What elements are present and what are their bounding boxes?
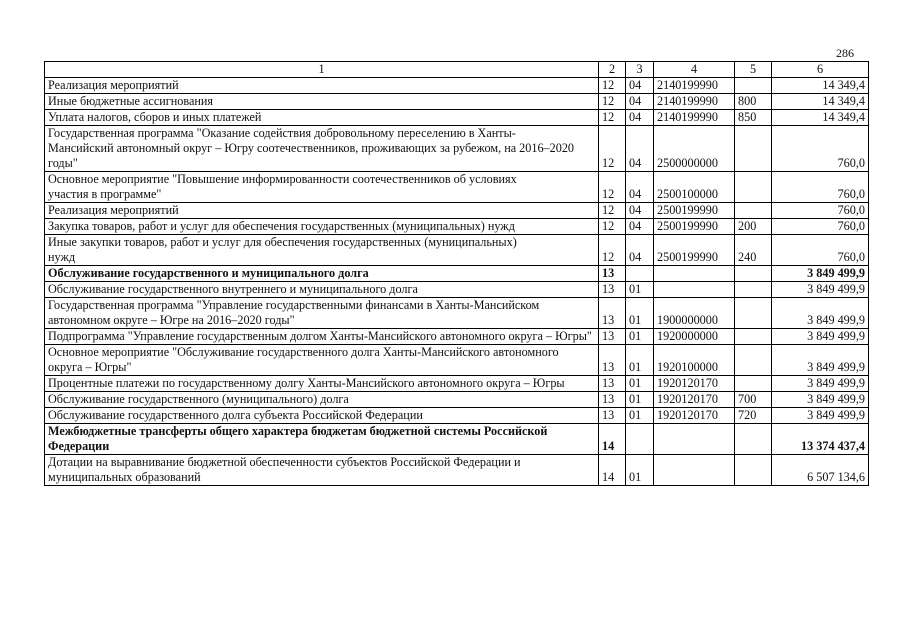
row-section-cell: 12: [599, 110, 626, 126]
row-name-text: Государственная программа "Управление государственными финансами в Ханты-Мансийском автономном округе – Югре на 2016–2020 годы": [48, 298, 540, 327]
row-subsection-cell: 01: [626, 376, 654, 392]
row-name-cell: [45, 126, 599, 172]
row-name-text: Реализация мероприятий: [48, 78, 179, 92]
row-name-text: Иные бюджетные ассигнования: [48, 94, 214, 108]
row-name-text: Дотации на выравнивание бюджетной обеспеченности субъектов Российской Федерации и муниципальных образований: [48, 455, 521, 484]
row-expense-type-cell: 700: [735, 392, 772, 408]
table-header-row: [45, 62, 869, 78]
row-target-article-cell: [654, 266, 735, 282]
row-subsection-cell: 04: [626, 203, 654, 219]
row-name-text: Основное мероприятие "Повышение информированности соотечественников об условиях участия в программе": [48, 172, 517, 201]
table-row: [45, 282, 869, 298]
row-section-cell: 12: [599, 235, 626, 266]
row-section-cell: 12: [599, 219, 626, 235]
row-target-article-cell: 1920120170: [654, 376, 735, 392]
table-row: [45, 329, 869, 345]
row-target-article-cell: 1920120170: [654, 408, 735, 424]
row-expense-type-cell: [735, 78, 772, 94]
table-row: [45, 455, 869, 486]
row-name-cell: [45, 203, 599, 219]
column-header-amount: 6: [772, 62, 869, 78]
row-subsection-cell: 04: [626, 94, 654, 110]
row-target-article-cell: 2140199990: [654, 110, 735, 126]
table-row: [45, 345, 869, 376]
row-expense-type-cell: [735, 376, 772, 392]
row-subsection-cell: 01: [626, 298, 654, 329]
row-expense-type-cell: [735, 172, 772, 203]
row-amount-cell: 3 849 499,9: [772, 298, 869, 329]
row-amount-cell: 760,0: [772, 219, 869, 235]
row-section-cell: 12: [599, 94, 626, 110]
row-expense-type-cell: [735, 126, 772, 172]
row-name-text: Основное мероприятие "Обслуживание государственного долга Ханты-Мансийского автономного округа – Югры": [48, 345, 559, 374]
row-amount-cell: 3 849 499,9: [772, 408, 869, 424]
row-target-article-cell: 1920100000: [654, 345, 735, 376]
row-target-article-cell: 2140199990: [654, 94, 735, 110]
row-section-cell: 12: [599, 78, 626, 94]
row-subsection-cell: 04: [626, 235, 654, 266]
row-expense-type-cell: 850: [735, 110, 772, 126]
table-row: [45, 408, 869, 424]
row-name-text: Обслуживание государственного и муниципального долга: [48, 266, 369, 280]
table-row: [45, 376, 869, 392]
column-header-subsection: 3: [626, 62, 654, 78]
row-expense-type-cell: 200: [735, 219, 772, 235]
row-target-article-cell: [654, 424, 735, 455]
row-section-cell: 13: [599, 408, 626, 424]
row-amount-cell: 13 374 437,4: [772, 424, 869, 455]
row-amount-cell: 760,0: [772, 172, 869, 203]
row-target-article-cell: 2500199990: [654, 203, 735, 219]
row-name-cell: [45, 392, 599, 408]
row-target-article-cell: 1900000000: [654, 298, 735, 329]
row-target-article-cell: 2500000000: [654, 126, 735, 172]
row-subsection-cell: 04: [626, 219, 654, 235]
row-expense-type-cell: [735, 282, 772, 298]
row-amount-cell: 760,0: [772, 235, 869, 266]
row-section-cell: 12: [599, 172, 626, 203]
row-amount-cell: 14 349,4: [772, 78, 869, 94]
row-name-cell: [45, 455, 599, 486]
table-row: [45, 266, 869, 282]
row-name-cell: [45, 235, 599, 266]
row-subsection-cell: 01: [626, 329, 654, 345]
row-amount-cell: 14 349,4: [772, 110, 869, 126]
row-subsection-cell: [626, 424, 654, 455]
table-row: [45, 235, 869, 266]
row-amount-cell: 3 849 499,9: [772, 266, 869, 282]
row-name-cell: [45, 78, 599, 94]
row-section-cell: 13: [599, 392, 626, 408]
table-row: [45, 424, 869, 455]
table-row: [45, 94, 869, 110]
row-amount-cell: 760,0: [772, 203, 869, 219]
row-subsection-cell: 01: [626, 392, 654, 408]
row-expense-type-cell: [735, 266, 772, 282]
table-body: [45, 78, 869, 486]
budget-table: [44, 61, 869, 486]
table-row: [45, 219, 869, 235]
row-section-cell: 13: [599, 376, 626, 392]
row-amount-cell: 3 849 499,9: [772, 282, 869, 298]
row-name-text: Реализация мероприятий: [48, 203, 179, 217]
row-expense-type-cell: [735, 298, 772, 329]
row-target-article-cell: 2500100000: [654, 172, 735, 203]
row-name-cell: [45, 266, 599, 282]
row-name-text: Государственная программа "Оказание содействия добровольному переселению в Ханты-Мансийский автономный округ – Югру соотечественников, проживающих за рубежом, на 2016–2020 годы": [48, 126, 575, 170]
row-subsection-cell: [626, 266, 654, 282]
row-target-article-cell: 1920120170: [654, 392, 735, 408]
row-section-cell: 13: [599, 298, 626, 329]
row-section-cell: 13: [599, 282, 626, 298]
row-target-article-cell: 2140199990: [654, 78, 735, 94]
row-section-cell: 12: [599, 126, 626, 172]
row-name-cell: [45, 424, 599, 455]
row-name-text: Процентные платежи по государственному долгу Ханты-Мансийского автономного округа – Югры: [48, 376, 565, 390]
row-expense-type-cell: 720: [735, 408, 772, 424]
row-subsection-cell: 04: [626, 172, 654, 203]
row-subsection-cell: 01: [626, 282, 654, 298]
row-name-text: Обслуживание государственного долга субъекта Российской Федерации: [48, 408, 423, 422]
table-row: [45, 172, 869, 203]
row-name-cell: [45, 219, 599, 235]
row-subsection-cell: 04: [626, 126, 654, 172]
row-amount-cell: 760,0: [772, 126, 869, 172]
table-row: [45, 126, 869, 172]
row-expense-type-cell: 800: [735, 94, 772, 110]
row-name-text: Обслуживание государственного внутреннего и муниципального долга: [48, 282, 418, 296]
row-amount-cell: 3 849 499,9: [772, 345, 869, 376]
row-target-article-cell: 2500199990: [654, 235, 735, 266]
column-header-expense-type: 5: [735, 62, 772, 78]
row-section-cell: 13: [599, 329, 626, 345]
table-row: [45, 78, 869, 94]
row-target-article-cell: 2500199990: [654, 219, 735, 235]
row-section-cell: 14: [599, 424, 626, 455]
row-amount-cell: 6 507 134,6: [772, 455, 869, 486]
row-target-article-cell: [654, 455, 735, 486]
row-name-text: Межбюджетные трансферты общего характера бюджетам бюджетной системы Российской Федерации: [48, 424, 548, 453]
row-name-cell: [45, 172, 599, 203]
row-name-text: Закупка товаров, работ и услуг для обеспечения государственных (муниципальных) нужд: [48, 219, 515, 233]
row-expense-type-cell: [735, 424, 772, 455]
row-subsection-cell: 01: [626, 455, 654, 486]
row-expense-type-cell: 240: [735, 235, 772, 266]
row-name-cell: [45, 345, 599, 376]
row-subsection-cell: 04: [626, 110, 654, 126]
row-name-text: Обслуживание государственного (муниципального) долга: [48, 392, 349, 406]
row-name-cell: [45, 408, 599, 424]
table-row: [45, 110, 869, 126]
row-name-text: Подпрограмма "Управление государственным долгом Ханты-Мансийского автономного округа – Югры": [48, 329, 592, 343]
column-header-name: 1: [45, 62, 599, 78]
row-name-cell: [45, 282, 599, 298]
column-header-target-article: 4: [654, 62, 735, 78]
page-number: 286: [836, 46, 854, 60]
row-expense-type-cell: [735, 203, 772, 219]
row-section-cell: 12: [599, 203, 626, 219]
row-section-cell: 13: [599, 266, 626, 282]
row-name-cell: [45, 376, 599, 392]
row-expense-type-cell: [735, 345, 772, 376]
table-row: [45, 298, 869, 329]
row-section-cell: 14: [599, 455, 626, 486]
table-row: [45, 203, 869, 219]
row-amount-cell: 3 849 499,9: [772, 329, 869, 345]
column-header-section: 2: [599, 62, 626, 78]
row-name-cell: [45, 94, 599, 110]
row-name-cell: [45, 329, 599, 345]
row-amount-cell: 3 849 499,9: [772, 376, 869, 392]
row-subsection-cell: 01: [626, 345, 654, 376]
row-expense-type-cell: [735, 455, 772, 486]
row-target-article-cell: [654, 282, 735, 298]
row-amount-cell: 3 849 499,9: [772, 392, 869, 408]
row-section-cell: 13: [599, 345, 626, 376]
row-expense-type-cell: [735, 329, 772, 345]
row-name-cell: [45, 110, 599, 126]
row-target-article-cell: 1920000000: [654, 329, 735, 345]
row-amount-cell: 14 349,4: [772, 94, 869, 110]
table-row: [45, 392, 869, 408]
row-subsection-cell: 01: [626, 408, 654, 424]
row-name-text: Уплата налогов, сборов и иных платежей: [48, 110, 262, 124]
row-name-cell: [45, 298, 599, 329]
row-name-text: Иные закупки товаров, работ и услуг для обеспечения государственных (муниципальных) нужд: [48, 235, 517, 264]
row-subsection-cell: 04: [626, 78, 654, 94]
